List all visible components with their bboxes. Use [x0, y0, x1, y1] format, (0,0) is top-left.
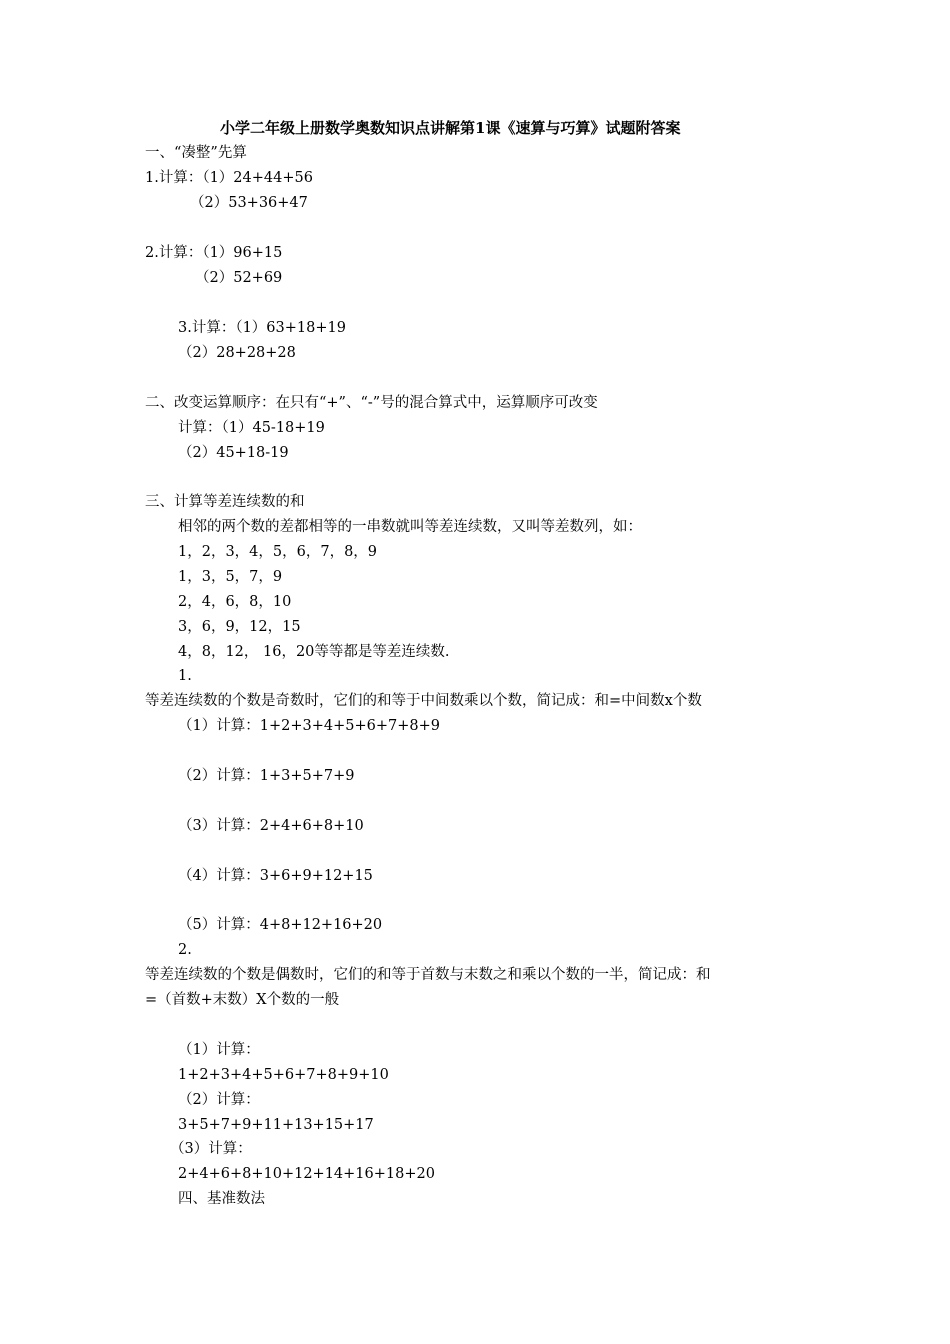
text-line: 2. [178, 942, 192, 958]
text-line: （4）计算：3+6+9+12+15 [178, 868, 373, 884]
section-heading: 四、基准数法 [178, 1191, 265, 1207]
text-line: 2+4+6+8+10+12+14+16+18+20 [178, 1166, 435, 1182]
text-line: 等差连续数的个数是偶数时，它们的和等于首数与末数之和乘以个数的一半，简记成：和 [145, 967, 711, 983]
document-title: 小学二年级上册数学奥数知识点讲解第1课《速算与巧算》试题附答案 [220, 119, 681, 137]
text-line: 等差连续数的个数是奇数时，它们的和等于中间数乘以个数，简记成：和=中间数x个数 [145, 693, 702, 709]
text-line: 3+5+7+9+11+13+15+17 [178, 1117, 374, 1133]
section-heading: 一、“凑整”先算 [145, 145, 247, 161]
text-line: （2）53+36+47 [190, 195, 308, 211]
text-line: 1，2，3，4，5，6，7，8，9 [178, 544, 378, 560]
text-line: =（首数+末数）X个数的一般 [145, 992, 340, 1008]
text-line: （2）计算： [178, 1092, 260, 1108]
section-heading: 二、改变运算顺序：在只有“+”、“-”号的混合算式中，运算顺序可改变 [145, 395, 598, 411]
text-line: （2）28+28+28 [178, 345, 296, 361]
text-line: 2.计算：（1）96+15 [145, 245, 283, 261]
text-line: （2）计算：1+3+5+7+9 [178, 768, 355, 784]
text-line: 1，3，5，7，9 [178, 569, 283, 585]
text-line: （1）计算： [178, 1042, 260, 1058]
text-line: 3.计算：（1）63+18+19 [178, 320, 346, 336]
section-heading: 三、计算等差连续数的和 [145, 494, 305, 510]
text-line: 1.计算：（1）24+44+56 [145, 170, 313, 186]
text-line: 计算：（1）45-18+19 [178, 420, 325, 436]
text-line: （1）计算：1+2+3+4+5+6+7+8+9 [178, 718, 440, 734]
text-line: 相邻的两个数的差都相等的一串数就叫等差连续数，又叫等差数列，如： [178, 519, 642, 535]
text-line: （3）计算： [170, 1141, 252, 1157]
text-line: 2，4，6，8，10 [178, 594, 292, 610]
text-line: 1+2+3+4+5+6+7+8+9+10 [178, 1067, 389, 1083]
text-line: （2）45+18-19 [178, 445, 289, 461]
text-line: （5）计算：4+8+12+16+20 [178, 917, 383, 933]
text-line: （2）52+69 [195, 270, 283, 286]
text-line: 1. [178, 668, 192, 684]
text-line: 3，6，9，12，15 [178, 619, 301, 635]
text-line: 4，8，12， 16，20等等都是等差连续数. [178, 644, 450, 660]
text-line: （3）计算：2+4+6+8+10 [178, 818, 364, 834]
